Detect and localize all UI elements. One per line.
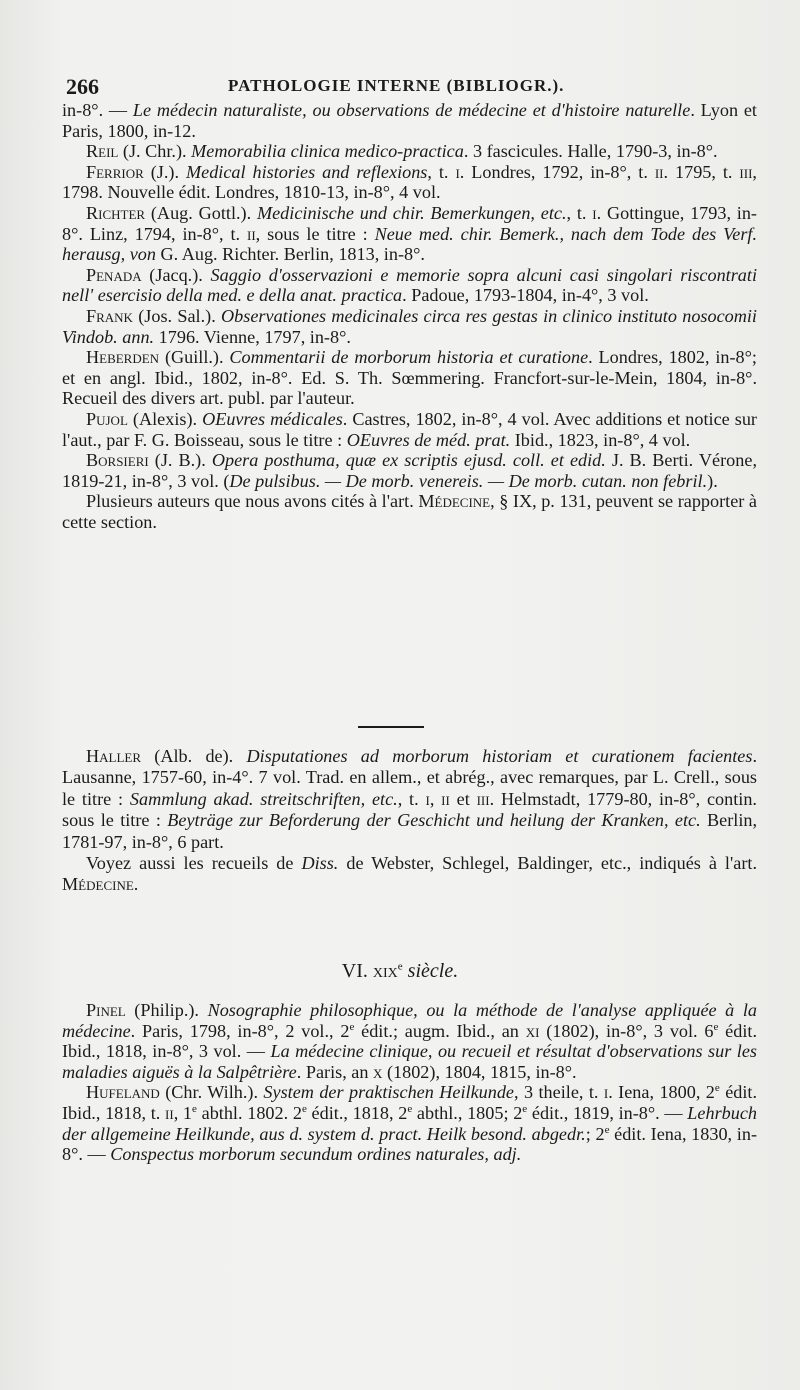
page-number: 266 <box>66 74 99 99</box>
bibliography-block-1 <box>62 100 757 532</box>
section-word: siècle. <box>407 960 459 982</box>
bibliography-entry: Ferrior (J.). Medical histories and reflexions, t. i. Londres, 1792, in-8°, t. ii. 1795, t. iii, 1798. Nouvelle édit. Londres, 1810-13, in-8°, 4 vol. <box>62 161 757 203</box>
bibliography-entry: Penada (Jacq.). Saggio d'osservazioni e memorie sopra alcuni casi singolari riscontrati nell' esercisio della med. e della anat. practica. Padoue, 1793-1804, in-4°, 3 vol. <box>62 264 757 306</box>
bibliography-entry: Plusieurs auteurs que nous avons cités à l'art. Médecine, § IX, p. 131, peuvent se rapporter à cette section. <box>62 491 757 532</box>
bibliography-entry: Frank (Jos. Sal.). Observationes medicinales circa res gestas in clinico instituto nosocomii Vindob. ann. 1796. Vienne, 1797, in-8°. <box>62 305 757 347</box>
bibliography-block-3 <box>62 1000 757 1165</box>
running-header <box>66 74 756 100</box>
bibliography-entry: Pinel (Philip.). Nosographie philosophique, ou la méthode de l'analyse appliquée à la médecine. Paris, 1798, in-8°, 2 vol., 2e édit.; augm. Ibid., an xi (1802), in-8°, 3 vol. 6e édit. Ibid., 1818, in-8°, 3 vol. — La médecine clinique, ou recueil et résultat d'observations sur les maladies aiguës à la Salpêtrière. Paris, an x (1802), 1804, 1815, in-8°. <box>62 1000 758 1082</box>
running-title: PATHOLOGIE INTERNE (BIBLIOGR.). <box>228 76 565 95</box>
section-century: xix <box>372 960 398 982</box>
bibliography-entry: Heberden (Guill.). Commentarii de morborum historia et curatione. Londres, 1802, in-8°; et en angl. Ibid., 1802, in-8°. Ed. S. Th. Sœmmering. Francfort-sur-le-Mein, 1804, in-8°. Recueil des divers art. publ. par l'auteur. <box>62 347 757 409</box>
bibliography-entry: Hufeland (Chr. Wilh.). System der praktischen Heilkunde, 3 theile, t. i. Iena, 1800, 2e édit. Ibid., 1818, t. ii, 1e abthl. 1802. 2e édit., 1818, 2e abthl., 1805; 2e édit., 1819, in-8°. — Lehrbuch der allgemeine Heilkunde, aus d. system d. pract. Heilk besond. abgedr.; 2e édit. Iena, 1830, in-8°. — Conspectus morborum secundum ordines naturales, adj. <box>62 1082 758 1165</box>
section-century-sup: e <box>397 960 403 973</box>
bibliography-entry: Voyez aussi les recueils de Diss. de Webster, Schlegel, Baldinger, etc., indiqués à l'art. Médecine. <box>62 853 757 895</box>
bibliography-block-2 <box>62 746 757 896</box>
bibliography-entry: Richter (Aug. Gottl.). Medicinische und chir. Bemerkungen, etc., t. i. Gottingue, 1793, in-8°. Linz, 1794, in-8°, t. ii, sous le titre : Neue med. chir. Bemerk., nach dem Tode des Verf. herausg, von G. Aug. Richter. Berlin, 1813, in-8°. <box>62 202 758 265</box>
bibliography-entry: in-8°. — Le médecin naturaliste, ou observations de médecine et d'histoire naturelle. Lyon et Paris, 1800, in-12. <box>62 100 757 141</box>
section-divider <box>358 726 424 728</box>
bibliography-entry: Pujol (Alexis). OEuvres médicales. Castres, 1802, in-8°, 4 vol. Avec additions et notice sur l'aut., par F. G. Boisseau, sous le titre : OEuvres de méd. prat. Ibid., 1823, in-8°, 4 vol. <box>62 408 757 450</box>
bibliography-entry: Borsieri (J. B.). Opera posthuma, quæ ex scriptis ejusd. coll. et edid. J. B. Berti. Vérone, 1819-21, in-8°, 3 vol. (De pulsibus. — De morb. venereis. — De morb. cutan. non febril.). <box>62 450 757 491</box>
bibliography-entry: Reil (J. Chr.). Memorabilia clinica medico-practica. 3 fascicules. Halle, 1790-3, in-8°. <box>86 141 718 162</box>
section-number: VI. <box>341 960 368 982</box>
bibliography-entry: Haller (Alb. de). Disputationes ad morborum historiam et curationem facientes. Lausanne, 1757-60, in-4°. 7 vol. Trad. en allem., et abrég., avec remarques, par L. Crell., sous le titre : Sammlung akad. streitschriften, etc., t. i, ii et iii. Helmstadt, 1779-80, in-8°, contin. sous le titre : Beyträge zur Beforderung der Geschicht und heilung der Kranken, etc. Berlin, 1781-97, in-8°, 6 part. <box>62 746 758 852</box>
section-heading <box>0 960 800 983</box>
